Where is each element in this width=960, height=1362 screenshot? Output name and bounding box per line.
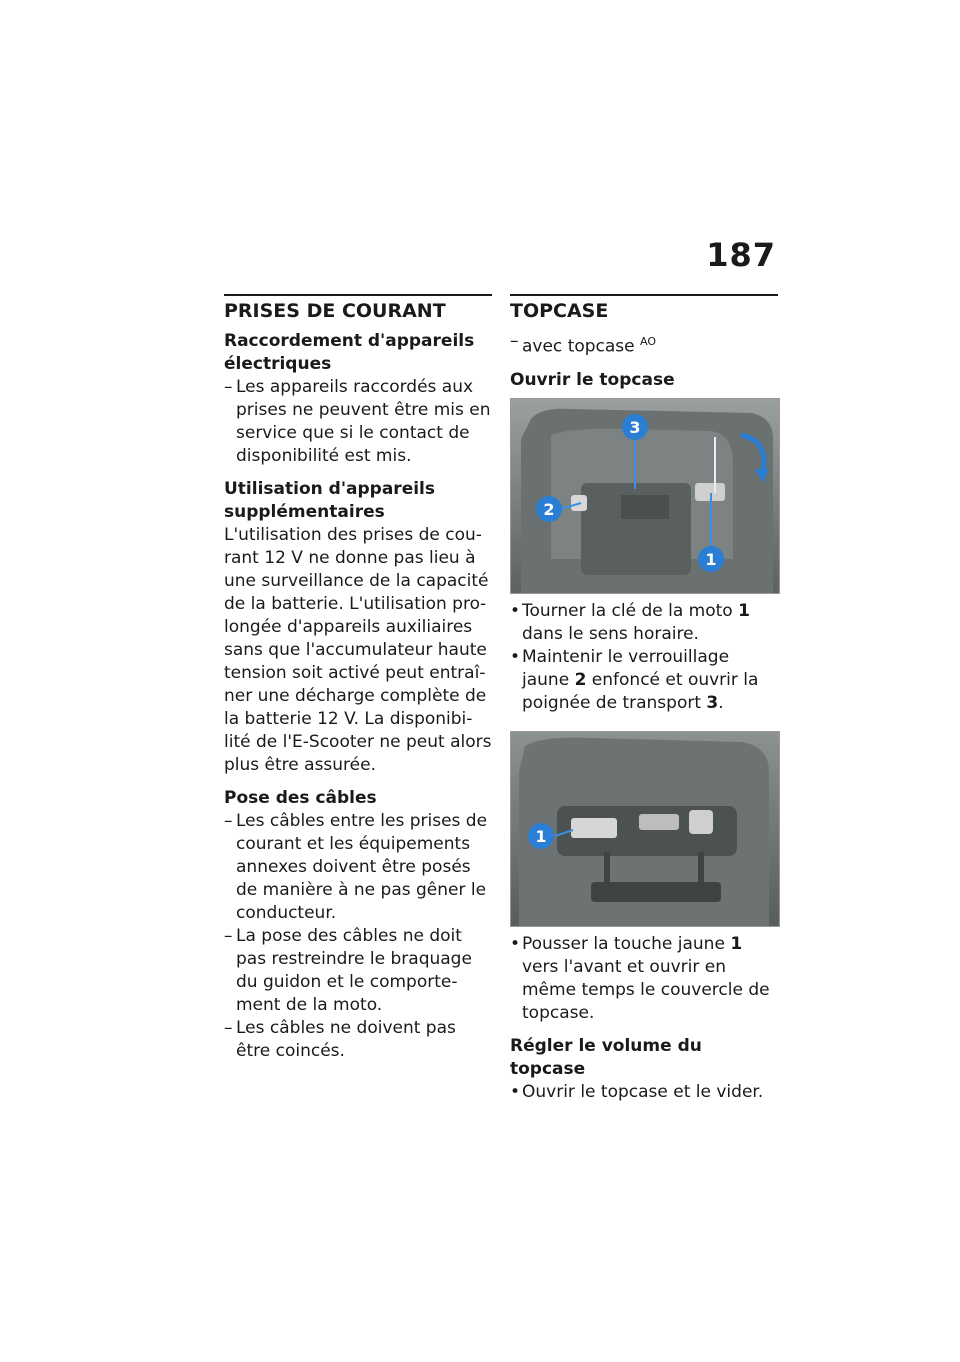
page-number: 187 bbox=[706, 236, 776, 274]
bullet-mark: • bbox=[510, 933, 521, 954]
bullet-list-3 bbox=[510, 1081, 778, 1104]
dash-text: Les câbles entre les prises de courant et les équipements annexes doivent être posés de manière à ne pas gêner le conducteur. bbox=[236, 811, 488, 923]
bullet-mark: • bbox=[510, 646, 521, 667]
paragraph-utilisation: L'utilisation des prises de courant 12 V ne donne pas lieu à une surveillance de la capacité de la batterie. L'utilisation prolongée d'appareils auxiliaires sans que l'accumulateur haute tension soit activé peut entraîner une décharge complète de la batterie 12 V. La disponibilité de l'E-Scooter ne peut alors plus être assurée. bbox=[224, 525, 492, 775]
bullet-ref-number: 1 bbox=[738, 600, 750, 621]
dash-text: Les câbles ne doivent pas être coincés. bbox=[236, 1018, 456, 1061]
bullet-text: Ouvrir le topcase et le vider. bbox=[522, 1081, 764, 1102]
figure-open-topcase bbox=[510, 398, 780, 594]
callout-1: 1 bbox=[705, 549, 717, 569]
callout-1: 1 bbox=[535, 826, 547, 846]
bullet-text: Pousser la touche jaune bbox=[522, 933, 731, 954]
dash-mark: – bbox=[510, 331, 519, 351]
bullet-item bbox=[510, 933, 778, 1025]
bullet-ref-number: 2 bbox=[574, 669, 587, 690]
dash-mark: – bbox=[224, 377, 233, 397]
right-column bbox=[510, 294, 778, 1114]
bullet-text: Tourner la clé de la moto bbox=[522, 600, 739, 621]
bullet-text: enfoncé et ouvrir la poignée de transport bbox=[522, 669, 759, 713]
callout-3: 3 bbox=[629, 417, 641, 437]
option-superscript: AO bbox=[640, 335, 657, 348]
callout-2: 2 bbox=[543, 499, 555, 519]
with-text: avec topcase bbox=[522, 336, 635, 357]
bullet-text: vers l'avant et ouvrir en même temps le couvercle de topcase. bbox=[522, 956, 770, 1023]
bullet-text: dans le sens horaire. bbox=[522, 623, 699, 644]
subhead-utilisation: Utilisation d'appareils supplémentaires bbox=[224, 479, 435, 522]
figure-press-button bbox=[510, 731, 780, 927]
bullet-list-1 bbox=[510, 600, 778, 715]
bullet-item bbox=[510, 1081, 778, 1104]
dash-item-avec-topcase bbox=[510, 330, 778, 359]
subhead-raccordement: Raccordement d'appareils électriques bbox=[224, 331, 475, 374]
dash-item bbox=[224, 1017, 492, 1063]
dash-item bbox=[224, 376, 492, 468]
bullet-text: . bbox=[718, 692, 724, 713]
bullet-ref-number: 3 bbox=[706, 692, 719, 713]
dash-item bbox=[224, 810, 492, 925]
bullet-item bbox=[510, 646, 778, 715]
bullet-list-2 bbox=[510, 933, 778, 1025]
topcase-illustration-1 bbox=[511, 399, 779, 593]
dash-list-1 bbox=[224, 376, 492, 468]
bullet-ref-number: 1 bbox=[730, 933, 743, 954]
dash-mark: – bbox=[224, 926, 233, 946]
dash-text: Les appareils raccordés aux prises ne peuvent être mis en service que si le contact de disponibilité est mis. bbox=[236, 377, 491, 466]
section-title-topcase: TOPCASE bbox=[510, 294, 778, 322]
subhead-pose-cables: Pose des câbles bbox=[224, 788, 377, 808]
dash-list-2 bbox=[224, 810, 492, 1063]
dash-item bbox=[224, 925, 492, 1017]
bullet-item bbox=[510, 600, 778, 646]
dash-mark: – bbox=[224, 1018, 233, 1038]
subhead-regler-volume: Régler le volume du topcase bbox=[510, 1035, 702, 1079]
dash-mark: – bbox=[224, 811, 233, 831]
dash-text: La pose des câbles ne doit pas restreindre le braquage du guidon et le comportement de la moto. bbox=[236, 926, 472, 1015]
left-column bbox=[224, 294, 492, 1073]
topcase-illustration-2 bbox=[511, 732, 779, 926]
bullet-mark: • bbox=[510, 600, 521, 621]
subhead-ouvrir: Ouvrir le topcase bbox=[510, 369, 675, 390]
bullet-text: Maintenir le verrouillage jaune bbox=[522, 646, 730, 690]
section-title-prises: PRISES DE COURANT bbox=[224, 294, 492, 322]
bullet-mark: • bbox=[510, 1081, 521, 1102]
